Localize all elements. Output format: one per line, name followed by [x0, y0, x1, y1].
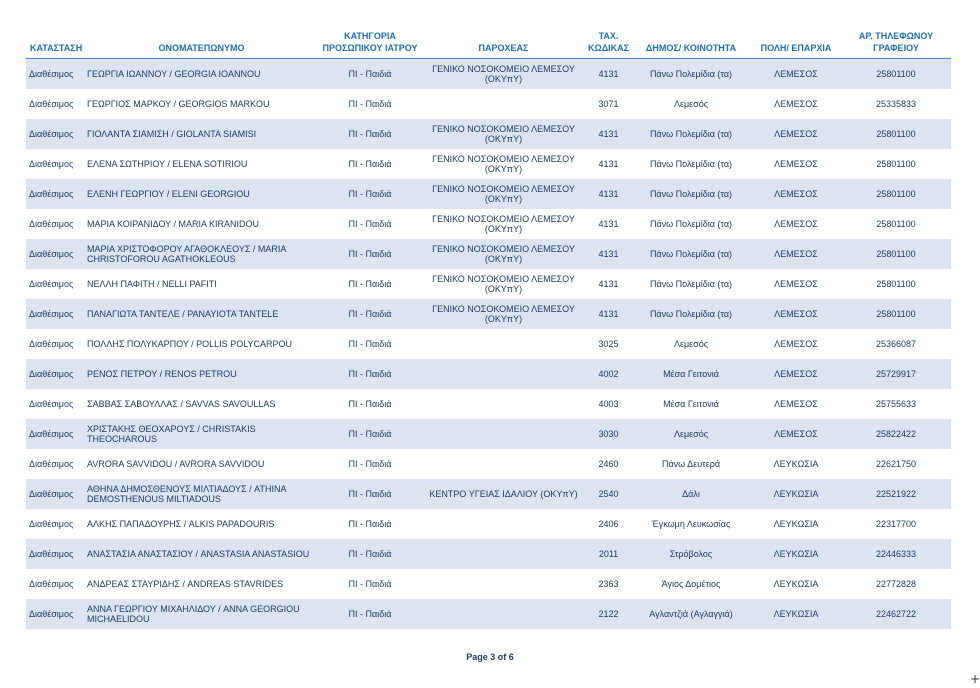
category-cell: ΠΙ - Παιδιά: [319, 149, 421, 179]
status-cell: Διαθέσιμος: [26, 509, 84, 539]
phone-cell: 25335833: [841, 89, 951, 119]
table-row: [26, 599, 951, 629]
provider-cell: [421, 329, 586, 359]
postal-code-cell: 4131: [586, 119, 631, 149]
status-cell: Διαθέσιμος: [26, 149, 84, 179]
status-cell: Διαθέσιμος: [26, 599, 84, 629]
provider-cell: ΓΕΝΙΚΟ ΝΟΣΟΚΟΜΕΙΟ ΛΕΜΕΣΟΥ (ΟΚΥπΥ): [421, 299, 586, 329]
table-row: [26, 89, 951, 119]
category-cell: ΠΙ - Παιδιά: [319, 539, 421, 569]
provider-cell: ΓΕΝΙΚΟ ΝΟΣΟΚΟΜΕΙΟ ΛΕΜΕΣΟΥ (ΟΚΥπΥ): [421, 239, 586, 269]
status-cell: Διαθέσιμος: [26, 209, 84, 239]
corner-crop-mark: +: [969, 672, 980, 686]
provider-cell: [421, 89, 586, 119]
table-header: [26, 22, 951, 59]
phone-cell: 25801100: [841, 59, 951, 90]
city-cell: ΛΕΥΚΩΣΙΑ: [751, 449, 841, 479]
category-cell: ΠΙ - Παιδιά: [319, 479, 421, 509]
name-cell: ΣΑΒΒΑΣ ΣΑΒΟΥΛΛΑΣ / SAVVAS SAVOULLAS: [84, 389, 319, 419]
category-cell: ΠΙ - Παιδιά: [319, 599, 421, 629]
phone-cell: 22462722: [841, 599, 951, 629]
postal-code-cell: 2460: [586, 449, 631, 479]
name-cell: ΠΟΛΛΗΣ ΠΟΛΥΚΑΡΠΟΥ / POLLIS POLYCARPOU: [84, 329, 319, 359]
doctors-table: [26, 22, 951, 629]
table-row: [26, 539, 951, 569]
phone-cell: 25801100: [841, 179, 951, 209]
category-cell: ΠΙ - Παιδιά: [319, 119, 421, 149]
document-page: [26, 22, 951, 629]
postal-code-cell: 4131: [586, 59, 631, 90]
municipality-cell: Πάνω Πολεμίδια (τα): [631, 269, 751, 299]
city-cell: ΛΕΜΕΣΟΣ: [751, 389, 841, 419]
city-cell: ΛΕΜΕΣΟΣ: [751, 329, 841, 359]
postal-code-cell: 4131: [586, 179, 631, 209]
name-cell: ΜΑΡΙΑ ΧΡΙΣΤΟΦΟΡΟΥ ΑΓΑΘΟΚΛΕΟΥΣ / MARIA CHRISTOFOROU AGATHOKLEOUS: [84, 239, 319, 269]
provider-cell: [421, 599, 586, 629]
municipality-cell: Πάνω Δευτερά: [631, 449, 751, 479]
header-row: [26, 22, 951, 59]
postal-code-cell: 4131: [586, 239, 631, 269]
provider-cell: ΓΕΝΙΚΟ ΝΟΣΟΚΟΜΕΙΟ ΛΕΜΕΣΟΥ (ΟΚΥπΥ): [421, 119, 586, 149]
status-cell: Διαθέσιμος: [26, 359, 84, 389]
status-cell: Διαθέσιμος: [26, 479, 84, 509]
provider-cell: [421, 569, 586, 599]
header-postal-code: ΤΑΧ. ΚΩΔΙΚΑΣ: [586, 22, 631, 59]
name-cell: ΝΕΛΛΗ ΠΑΦΙΤΗ / NELLI PAFITI: [84, 269, 319, 299]
phone-cell: 25801100: [841, 209, 951, 239]
phone-cell: 25801100: [841, 149, 951, 179]
header-provider: ΠΑΡΟΧΕΑΣ: [421, 22, 586, 59]
postal-code-cell: 4131: [586, 299, 631, 329]
city-cell: ΛΕΜΕΣΟΣ: [751, 359, 841, 389]
status-cell: Διαθέσιμος: [26, 89, 84, 119]
header-office-phone: ΑΡ. ΤΗΛΕΦΩΝΟΥ ΓΡΑΦΕΙΟΥ: [841, 22, 951, 59]
phone-cell: 22621750: [841, 449, 951, 479]
page-number: Page 3 of 6: [466, 652, 514, 662]
city-cell: ΛΕΜΕΣΟΣ: [751, 179, 841, 209]
phone-cell: 25755633: [841, 389, 951, 419]
name-cell: ΑΝΑΣΤΑΣΙΑ ΑΝΑΣΤΑΣΙΟΥ / ANASTASIA ANASTASIOU: [84, 539, 319, 569]
provider-cell: [421, 419, 586, 449]
status-cell: Διαθέσιμος: [26, 569, 84, 599]
category-cell: ΠΙ - Παιδιά: [319, 299, 421, 329]
municipality-cell: Στρόβολος: [631, 539, 751, 569]
status-cell: Διαθέσιμος: [26, 239, 84, 269]
provider-cell: [421, 539, 586, 569]
name-cell: ΡΕΝΟΣ ΠΕΤΡΟΥ / RENOS PETROU: [84, 359, 319, 389]
postal-code-cell: 3025: [586, 329, 631, 359]
category-cell: ΠΙ - Παιδιά: [319, 329, 421, 359]
table-row: [26, 179, 951, 209]
phone-cell: 25801100: [841, 299, 951, 329]
category-cell: ΠΙ - Παιδιά: [319, 59, 421, 90]
postal-code-cell: 4002: [586, 359, 631, 389]
city-cell: ΛΕΜΕΣΟΣ: [751, 299, 841, 329]
provider-cell: [421, 359, 586, 389]
municipality-cell: Πάνω Πολεμίδια (τα): [631, 299, 751, 329]
municipality-cell: Λεμεσός: [631, 419, 751, 449]
status-cell: Διαθέσιμος: [26, 269, 84, 299]
provider-cell: ΓΕΝΙΚΟ ΝΟΣΟΚΟΜΕΙΟ ΛΕΜΕΣΟΥ (ΟΚΥπΥ): [421, 269, 586, 299]
name-cell: ΑΝΝΑ ΓΕΩΡΓΙΟΥ ΜΙΧΑΗΛΙΔΟΥ / ANNA GEORGIOU MICHAELIDOU: [84, 599, 319, 629]
name-cell: ΠΑΝΑΓΙΩΤΑ ΤΑΝΤΕΛΕ / PANAYIOTA TANTELE: [84, 299, 319, 329]
phone-cell: 22772828: [841, 569, 951, 599]
municipality-cell: Δάλι: [631, 479, 751, 509]
city-cell: ΛΕΥΚΩΣΙΑ: [751, 539, 841, 569]
postal-code-cell: 2011: [586, 539, 631, 569]
municipality-cell: Πάνω Πολεμίδια (τα): [631, 239, 751, 269]
phone-cell: 25822422: [841, 419, 951, 449]
municipality-cell: Μέσα Γειτονιά: [631, 389, 751, 419]
table-row: [26, 239, 951, 269]
postal-code-cell: 4131: [586, 209, 631, 239]
city-cell: ΛΕΜΕΣΟΣ: [751, 149, 841, 179]
phone-cell: 25801100: [841, 239, 951, 269]
city-cell: ΛΕΜΕΣΟΣ: [751, 89, 841, 119]
category-cell: ΠΙ - Παιδιά: [319, 509, 421, 539]
phone-cell: 25366087: [841, 329, 951, 359]
table-row: [26, 149, 951, 179]
name-cell: ΧΡΙΣΤΑΚΗΣ ΘΕΟΧΑΡΟΥΣ / CHRISTAKIS THEOCHAROUS: [84, 419, 319, 449]
city-cell: ΛΕΜΕΣΟΣ: [751, 269, 841, 299]
provider-cell: [421, 449, 586, 479]
city-cell: ΛΕΜΕΣΟΣ: [751, 59, 841, 90]
name-cell: ΜΑΡΙΑ ΚΟΙΡΑΝΙΔΟΥ / MARIA KIRANIDOU: [84, 209, 319, 239]
provider-cell: [421, 389, 586, 419]
city-cell: ΛΕΥΚΩΣΙΑ: [751, 479, 841, 509]
name-cell: ΑΘΗΝΑ ΔΗΜΟΣΘΕΝΟΥΣ ΜΙΛΤΙΑΔΟΥΣ / ATHINA DEMOSTHENOUS MILTIADOUS: [84, 479, 319, 509]
table-body: [26, 59, 951, 630]
category-cell: ΠΙ - Παιδιά: [319, 359, 421, 389]
table-row: [26, 569, 951, 599]
municipality-cell: Πάνω Πολεμίδια (τα): [631, 119, 751, 149]
city-cell: ΛΕΥΚΩΣΙΑ: [751, 569, 841, 599]
phone-cell: 22446333: [841, 539, 951, 569]
provider-cell: ΓΕΝΙΚΟ ΝΟΣΟΚΟΜΕΙΟ ΛΕΜΕΣΟΥ (ΟΚΥπΥ): [421, 179, 586, 209]
header-municipality: ΔΗΜΟΣ/ ΚΟΙΝΟΤΗΤΑ: [631, 22, 751, 59]
provider-cell: ΚΕΝΤΡΟ ΥΓΕΙΑΣ ΙΔΑΛΙΟΥ (ΟΚΥπΥ): [421, 479, 586, 509]
table-row: [26, 59, 951, 90]
postal-code-cell: 4131: [586, 269, 631, 299]
name-cell: ΑΛΚΗΣ ΠΑΠΑΔΟΥΡΗΣ / ALKIS PAPADOURIS: [84, 509, 319, 539]
city-cell: ΛΕΥΚΩΣΙΑ: [751, 509, 841, 539]
city-cell: ΛΕΜΕΣΟΣ: [751, 119, 841, 149]
postal-code-cell: 2540: [586, 479, 631, 509]
postal-code-cell: 2406: [586, 509, 631, 539]
header-full-name: ΟΝΟΜΑΤΕΠΩΝΥΜΟ: [84, 22, 319, 59]
header-city-district: ΠΟΛΗ/ ΕΠΑΡΧΙΑ: [751, 22, 841, 59]
provider-cell: ΓΕΝΙΚΟ ΝΟΣΟΚΟΜΕΙΟ ΛΕΜΕΣΟΥ (ΟΚΥπΥ): [421, 149, 586, 179]
table-row: [26, 509, 951, 539]
name-cell: ΓΕΩΡΓΙΑ ΙΩΑΝΝΟΥ / GEORGIA IOANNOU: [84, 59, 319, 90]
header-status: ΚΑΤΑΣΤΑΣΗ: [26, 22, 84, 59]
status-cell: Διαθέσιμος: [26, 419, 84, 449]
status-cell: Διαθέσιμος: [26, 449, 84, 479]
municipality-cell: Πάνω Πολεμίδια (τα): [631, 149, 751, 179]
status-cell: Διαθέσιμος: [26, 389, 84, 419]
municipality-cell: Λεμεσός: [631, 89, 751, 119]
table-row: [26, 329, 951, 359]
status-cell: Διαθέσιμος: [26, 119, 84, 149]
name-cell: AVRORA SAVVIDOU / AVRORA SAVVIDOU: [84, 449, 319, 479]
table-row: [26, 209, 951, 239]
category-cell: ΠΙ - Παιδιά: [319, 89, 421, 119]
status-cell: Διαθέσιμος: [26, 329, 84, 359]
municipality-cell: Λεμεσός: [631, 329, 751, 359]
name-cell: ΕΛΕΝΑ ΣΩΤΗΡΙΟΥ / ELENA SOTIRIOU: [84, 149, 319, 179]
status-cell: Διαθέσιμος: [26, 539, 84, 569]
provider-cell: ΓΕΝΙΚΟ ΝΟΣΟΚΟΜΕΙΟ ΛΕΜΕΣΟΥ (ΟΚΥπΥ): [421, 209, 586, 239]
municipality-cell: Άγιος Δομέτιος: [631, 569, 751, 599]
phone-cell: 25801100: [841, 269, 951, 299]
table-row: [26, 389, 951, 419]
phone-cell: 22317700: [841, 509, 951, 539]
table-row: [26, 299, 951, 329]
table-row: [26, 269, 951, 299]
category-cell: ΠΙ - Παιδιά: [319, 449, 421, 479]
name-cell: ΕΛΕΝΗ ΓΕΩΡΓΙΟΥ / ELENI GEORGIOU: [84, 179, 319, 209]
postal-code-cell: 2363: [586, 569, 631, 599]
phone-cell: 22521922: [841, 479, 951, 509]
provider-cell: [421, 509, 586, 539]
postal-code-cell: 3030: [586, 419, 631, 449]
postal-code-cell: 3071: [586, 89, 631, 119]
municipality-cell: Πάνω Πολεμίδια (τα): [631, 209, 751, 239]
status-cell: Διαθέσιμος: [26, 299, 84, 329]
phone-cell: 25801100: [841, 119, 951, 149]
name-cell: ΑΝΔΡΕΑΣ ΣΤΑΥΡΙΔΗΣ / ANDREAS STAVRIDES: [84, 569, 319, 599]
municipality-cell: Αγλαντζιά (Αγλαγγιά): [631, 599, 751, 629]
category-cell: ΠΙ - Παιδιά: [319, 209, 421, 239]
category-cell: ΠΙ - Παιδιά: [319, 389, 421, 419]
table-row: [26, 419, 951, 449]
municipality-cell: Πάνω Πολεμίδια (τα): [631, 59, 751, 90]
postal-code-cell: 4131: [586, 149, 631, 179]
city-cell: ΛΕΜΕΣΟΣ: [751, 239, 841, 269]
table-row: [26, 449, 951, 479]
header-doctor-category: ΚΑΤΗΓΟΡΙΑ ΠΡΟΣΩΠΙΚΟΥ ΙΑΤΡΟΥ: [319, 22, 421, 59]
status-cell: Διαθέσιμος: [26, 179, 84, 209]
category-cell: ΠΙ - Παιδιά: [319, 269, 421, 299]
municipality-cell: Πάνω Πολεμίδια (τα): [631, 179, 751, 209]
city-cell: ΛΕΜΕΣΟΣ: [751, 419, 841, 449]
provider-cell: ΓΕΝΙΚΟ ΝΟΣΟΚΟΜΕΙΟ ΛΕΜΕΣΟΥ (ΟΚΥπΥ): [421, 59, 586, 90]
city-cell: ΛΕΥΚΩΣΙΑ: [751, 599, 841, 629]
municipality-cell: Μέσα Γειτονιά: [631, 359, 751, 389]
phone-cell: 25729917: [841, 359, 951, 389]
category-cell: ΠΙ - Παιδιά: [319, 569, 421, 599]
category-cell: ΠΙ - Παιδιά: [319, 419, 421, 449]
postal-code-cell: 4003: [586, 389, 631, 419]
table-row: [26, 119, 951, 149]
postal-code-cell: 2122: [586, 599, 631, 629]
name-cell: ΓΙΟΛΑΝΤΑ ΣΙΑΜΙΣΗ / GIOLANTA SIAMISI: [84, 119, 319, 149]
name-cell: ΓΕΩΡΓΙΟΣ ΜΑΡΚΟΥ / GEORGIOS MARKOU: [84, 89, 319, 119]
category-cell: ΠΙ - Παιδιά: [319, 239, 421, 269]
municipality-cell: Έγκωμη Λευκωσίας: [631, 509, 751, 539]
category-cell: ΠΙ - Παιδιά: [319, 179, 421, 209]
status-cell: Διαθέσιμος: [26, 59, 84, 90]
table-row: [26, 359, 951, 389]
city-cell: ΛΕΜΕΣΟΣ: [751, 209, 841, 239]
table-row: [26, 479, 951, 509]
